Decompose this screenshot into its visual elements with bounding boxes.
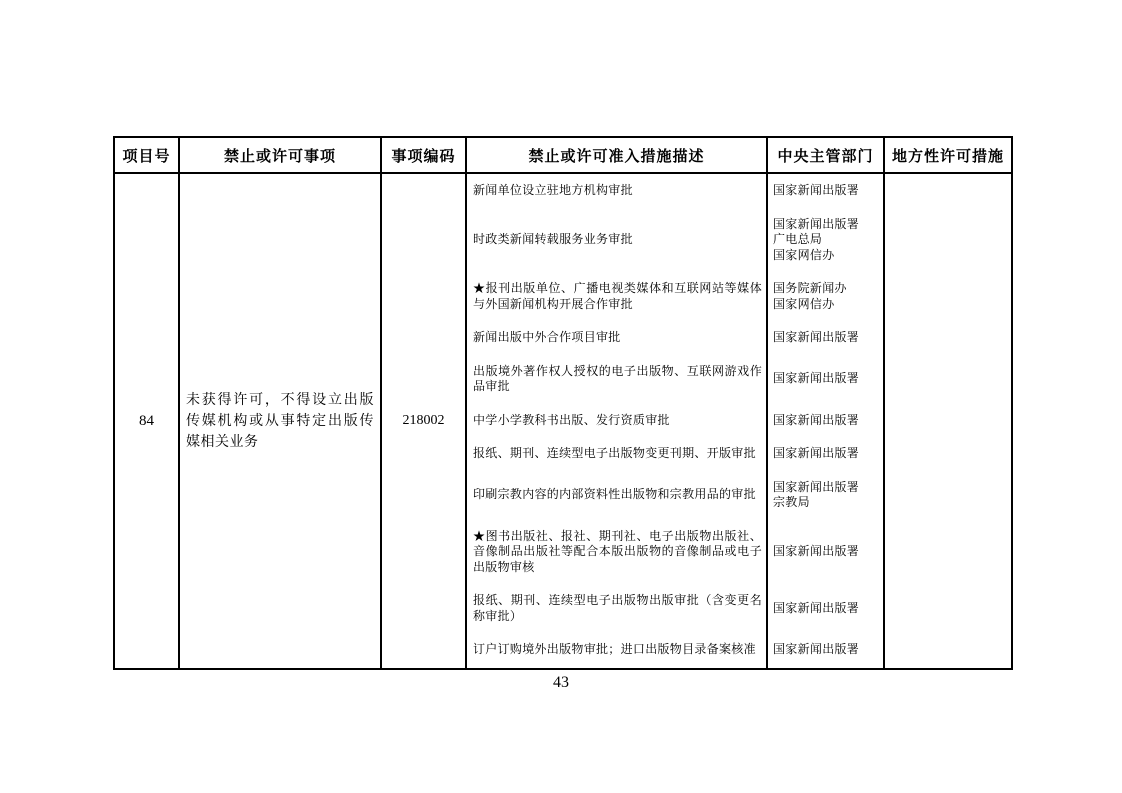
department-line: 国务院新闻办 [773, 281, 847, 295]
measure-departments [768, 446, 885, 462]
measure-description: 印刷宗教内容的内部资料性出版物和宗教用品的审批 [473, 487, 756, 502]
measure-departments [768, 544, 885, 560]
department-line: 国家新闻出版署 [773, 544, 860, 558]
measure-description: 出版境外著作权人授权的电子出版物、互联网游戏作品审批 [473, 363, 762, 393]
header-local-measures: 地方性许可措施 [891, 148, 1004, 165]
measure-description: 中学小学教科书出版、发行资质审批 [473, 412, 670, 427]
header-central-department: 中央主管部门 [768, 138, 885, 172]
header-item-code: 事项编码 [382, 138, 467, 172]
header-project-no: 项目号 [115, 138, 180, 172]
measure-description: 时政类新闻转载服务业务审批 [473, 232, 633, 246]
department-line: 国家新闻出版署 [773, 371, 860, 386]
measure-departments [768, 642, 885, 658]
measures-grid [467, 183, 883, 658]
department-line: 广电总局 [773, 232, 823, 246]
measure-departments [768, 371, 885, 387]
department-line: 国家新闻出版署 [773, 479, 860, 494]
department-line: 国家网信办 [773, 247, 835, 262]
measure-departments [768, 281, 885, 312]
header-prohibited-item: 禁止或许可事项 [180, 138, 382, 172]
department-line: 国家新闻出版署 [773, 330, 860, 344]
measure-departments [768, 480, 885, 511]
measure-description: ★图书出版社、报社、期刊社、电子出版物出版社、音像制品出版社等配合本版出版物的音像制品或电子出版物审核 [473, 528, 762, 574]
department-line: 国家新闻出版署 [773, 642, 860, 656]
department-line: 国家新闻出版署 [773, 216, 860, 231]
negative-list-table [113, 136, 1013, 670]
measure-description: 报纸、期刊、连续型电子出版物变更刊期、开版审批 [473, 446, 756, 460]
department-line: 国家新闻出版署 [773, 183, 860, 197]
table-header-row [115, 138, 1011, 174]
department-line: 国家新闻出版署 [773, 446, 860, 460]
measure-description: ★报刊出版单位、广播电视类媒体和互联网站等媒体与外国新闻机构开展合作审批 [473, 281, 762, 311]
table-body-row [115, 174, 1011, 668]
measure-departments [768, 330, 885, 346]
department-line: 国家新闻出版署 [773, 412, 860, 427]
project-no-cell: 84 [115, 174, 180, 668]
department-line: 国家新闻出版署 [773, 600, 860, 615]
measure-departments [768, 217, 885, 264]
measure-departments [768, 183, 885, 199]
measure-description: 新闻单位设立驻地方机构审批 [473, 183, 633, 197]
measure-description: 新闻出版中外合作项目审批 [473, 330, 621, 344]
item-code-cell: 218002 [382, 174, 467, 668]
page-number: 43 [553, 674, 569, 691]
header-measure-description: 禁止或许可准入措施描述 [467, 138, 768, 172]
prohibited-item-cell: 未获得许可，不得设立出版传媒机构或从事特定出版传媒相关业务 [180, 174, 382, 668]
measure-departments [768, 413, 885, 429]
measure-departments [768, 601, 885, 617]
measure-description: 报纸、期刊、连续型电子出版物出版审批（含变更名称审批） [473, 593, 762, 623]
department-line: 宗教局 [773, 495, 810, 509]
measures-cell [467, 174, 885, 668]
measure-description: 订户订购境外出版物审批；进口出版物目录备案核准 [473, 642, 756, 656]
department-line: 国家网信办 [773, 296, 835, 311]
local-measures-cell [885, 174, 1011, 668]
